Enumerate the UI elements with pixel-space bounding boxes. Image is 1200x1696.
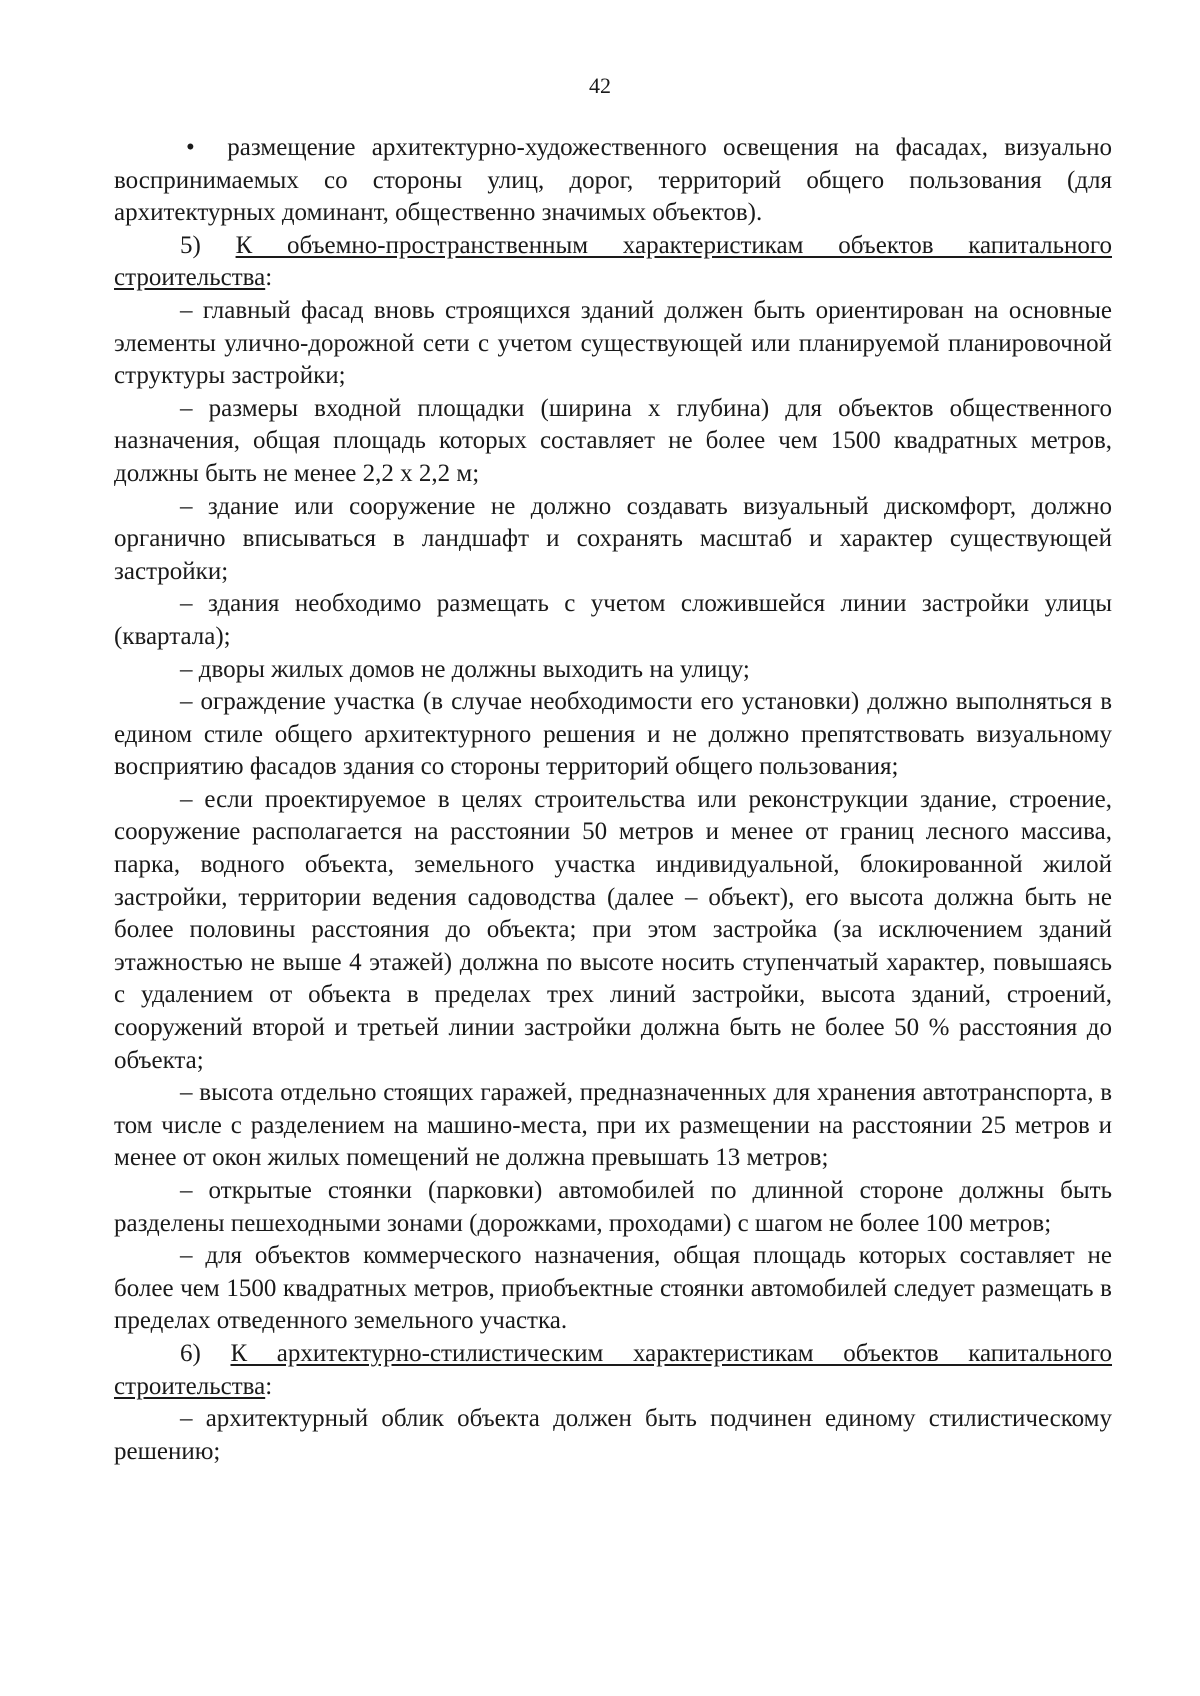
paragraph-text: размеры входной площадки (ширина х глубина) для объектов общественного назначения, общая площадь которых составляет не более чем 1500 квадратных метров, должны быть не менее 2,2 х 2,2 м;	[114, 394, 1113, 487]
bullet-marker: •	[186, 134, 195, 161]
page-number: 42	[589, 73, 611, 98]
paragraph-text: здание или сооружение не должно создавать визуальный дискомфорт, должно органично вписываться в ландшафт и сохранять масштаб и характер существующей застройки;	[114, 492, 1112, 585]
list-item	[114, 1175, 1112, 1240]
list-item	[114, 654, 1112, 687]
dash-marker: –	[180, 655, 193, 683]
dash-marker: –	[180, 1405, 193, 1433]
paragraph-text: для объектов коммерческого назначения, общая площадь которых составляет не более чем 1500 квадратных метров, приобъектные стоянки автомобилей следует размещать в пределах отведенного земельного участка.	[114, 1242, 1113, 1335]
paragraph-text: дворы жилых домов не должны выходить на улицу;	[198, 655, 750, 683]
list-item	[114, 491, 1112, 589]
list-item	[114, 588, 1112, 653]
dash-marker: –	[180, 296, 193, 324]
heading-title: К объемно-пространственным характеристикам объектов капитального строительства	[114, 231, 1112, 292]
heading-number: 5)	[180, 231, 201, 259]
paragraph-text: архитектурный облик объекта должен быть подчинен единому стилистическому решению;	[114, 1405, 1112, 1465]
list-item	[114, 1403, 1112, 1468]
paragraph-text: высота отдельно стоящих гаражей, предназначенных для хранения автотранспорта, в том числе с разделением на машино-места, при их размещении на расстоянии 25 метров и менее от окон жилых помещений не должна превышать 13 метров;	[114, 1079, 1112, 1172]
paragraph-text: размещение архитектурно-художественного освещения на фасадах, визуально воспринимаемых со стороны улиц, дорог, территорий общего пользования (для архитектурных доминант, общественно значимых объектов).	[114, 134, 1112, 227]
section-heading-5	[114, 230, 1112, 295]
dash-marker: –	[180, 590, 193, 618]
dash-marker: –	[180, 785, 193, 813]
dash-marker: –	[180, 394, 193, 422]
list-item	[114, 686, 1112, 784]
dash-marker: –	[180, 1242, 193, 1270]
dash-marker: –	[180, 688, 193, 716]
paragraph-text: здания необходимо размещать с учетом сложившейся линии застройки улицы (квартала);	[114, 590, 1112, 650]
heading-suffix: :	[265, 264, 273, 292]
list-item	[114, 295, 1112, 393]
document-body	[114, 132, 1112, 1468]
list-item	[114, 784, 1112, 1077]
heading-number: 6)	[180, 1339, 201, 1367]
section-heading-6	[114, 1338, 1112, 1403]
dash-marker: –	[180, 1079, 193, 1107]
heading-title: К архитектурно-стилистическим характеристикам объектов капитального строительства	[114, 1339, 1112, 1400]
paragraph-bullet	[114, 132, 1112, 230]
list-item	[114, 1240, 1112, 1338]
dash-marker: –	[180, 492, 193, 520]
paragraph-text: ограждение участка (в случае необходимости его установки) должно выполняться в едином стиле общего архитектурного решения и не должно препятствовать визуальному восприятию фасадов здания со стороны территорий общего пользования;	[114, 688, 1112, 781]
heading-suffix: :	[265, 1372, 273, 1400]
paragraph-text: если проектируемое в целях строительства или реконструкции здание, строение, сооружение располагается на расстоянии 50 метров и менее от границ лесного массива, парка, водного объекта, земельного участка индивидуальной, блокированной жилой застройки, территории ведения садоводства (далее – объект), его высота должна быть не более половины расстояния до объекта; при этом застройка (за исключением зданий этажностью не выше 4 этажей) должна по высоте носить ступенчатый характер, повышаясь с удалением от объекта в пределах трех линий застройки, высота зданий, строений, сооружений второй и третьей линии застройки должна быть не более 50 % расстояния до объекта;	[114, 785, 1112, 1074]
paragraph-text: главный фасад вновь строящихся зданий должен быть ориентирован на основные элементы улично-дорожной сети с учетом существующей или планируемой планировочной структуры застройки;	[114, 296, 1112, 390]
list-item	[114, 1077, 1112, 1175]
list-item	[114, 393, 1112, 491]
dash-marker: –	[180, 1177, 193, 1204]
paragraph-text: открытые стоянки (парковки) автомобилей по длинной стороне должны быть разделены пешеходными зонами (дорожками, проходами) с шагом не более 100 метров;	[114, 1177, 1112, 1237]
